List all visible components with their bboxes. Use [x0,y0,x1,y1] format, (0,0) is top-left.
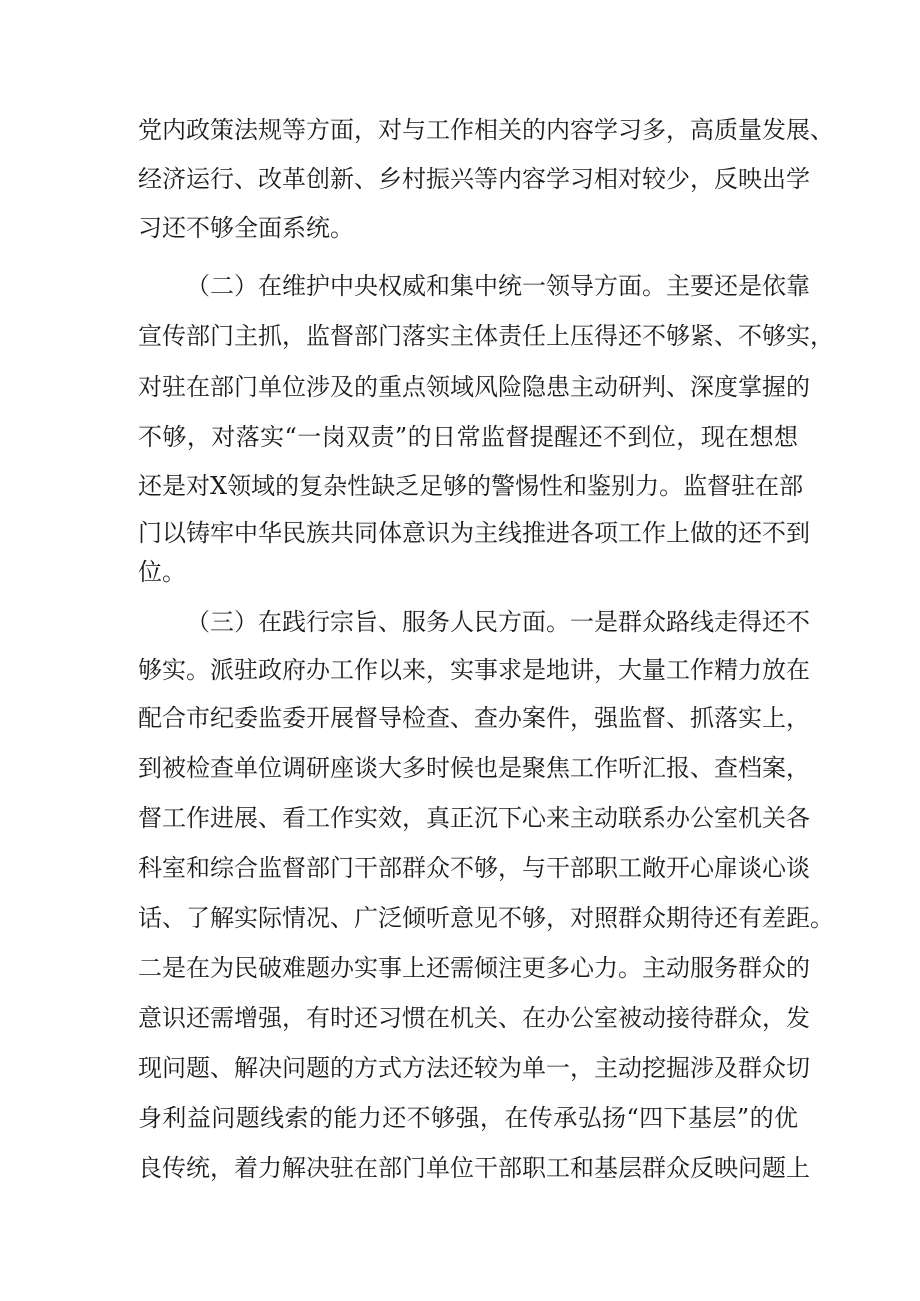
text-line: 还是对X领域的复杂性缺乏足够的警惕性和鉴别力。监督驻在部 [138,472,804,500]
text-line: 经济运行、改革创新、乡村振兴等内容学习相对较少，反映出学 [138,165,810,193]
text-line: 督工作进展、看工作实效，真正沉下心来主动联系办公室机关各 [138,804,810,832]
text-line: 身利益问题线索的能力还不够强，在传承弘扬“四下基层”的优 [138,1104,798,1132]
text-line: 党内政策法规等方面，对与工作相关的内容学习多，高质量发展、 [138,116,834,144]
text-line: 到被检查单位调研座谈大多时候也是聚焦工作听汇报、查档案， [138,754,810,782]
text-line: （三）在践行宗旨、服务人民方面。一是群众路线走得还不 [186,608,810,636]
text-line: 意识还需增强，有时还习惯在机关、在办公室被动接待群众，发 [138,1004,810,1032]
text-line: 位。 [138,558,186,586]
text-line: 话、了解实际情况、广泛倾听意见不够，对照群众期待还有差距。 [138,904,834,932]
text-line: 门以铸牢中华民族共同体意识为主线推进各项工作上做的还不到 [138,519,810,547]
text-line: 不够，对落实“一岗双责”的日常监督提醒还不到位，现在想想 [138,423,798,451]
text-line: 科室和综合监督部门干部群众不够，与干部职工敞开心扉谈心谈 [138,854,810,882]
text-line: 对驻在部门单位涉及的重点领域风险隐患主动研判、深度掌握的 [138,373,810,401]
text-line: 宣传部门主抓，监督部门落实主体责任上压得还不够紧、不够实， [138,322,834,350]
text-line: （二）在维护中央权威和集中统一领导方面。主要还是依靠 [186,272,810,300]
text-line: 配合市纪委监委开展督导检查、查办案件，强监督、抓落实上， [138,704,810,732]
text-line: 习还不够全面系统。 [138,214,354,242]
text-line: 够实。派驻政府办工作以来，实事求是地讲，大量工作精力放在 [138,656,810,684]
text-line: 良传统，着力解决驻在部门单位干部职工和基层群众反映问题上 [138,1154,810,1182]
text-line: 现问题、解决问题的方式方法还较为单一，主动挖掘涉及群众切 [138,1054,810,1082]
text-line: 二是在为民破难题办实事上还需倾注更多心力。主动服务群众的 [138,954,810,982]
